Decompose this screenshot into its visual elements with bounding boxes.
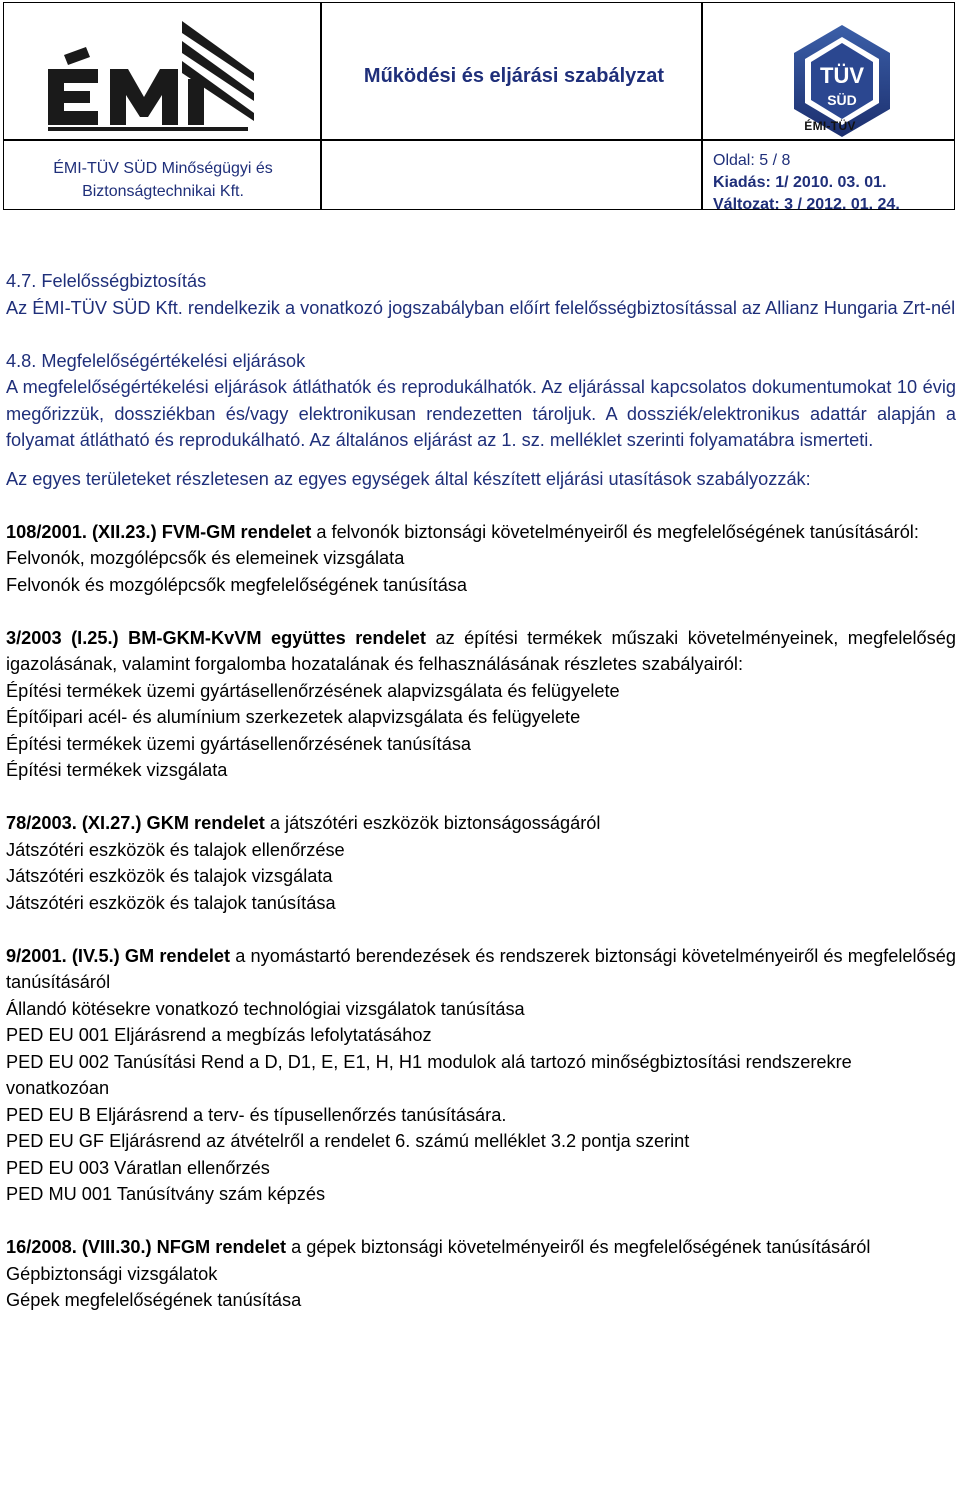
- list-item: Játszótéri eszközök és talajok vizsgálata: [6, 866, 333, 886]
- regulation-ref: 108/2001. (XII.23.): [6, 521, 157, 542]
- list-item: Építési termékek vizsgálata: [6, 760, 228, 780]
- regulation-title: [6, 625, 956, 678]
- list-item: Játszótéri eszközök és talajok tanúsítása: [6, 892, 336, 913]
- list-item: PED EU B Eljárásrend a terv- és típusellenőrzés tanúsítására.: [6, 1104, 507, 1125]
- company-name: [4, 157, 322, 203]
- regulation-type: NFGM rendelet: [156, 1237, 287, 1257]
- list-item: PED EU 002 Tanúsítási Rend a D, D1, E, E1, H, H1 modulok alá tartozó minőségbiztosítási rendszerekre vonatkozóan: [6, 1051, 852, 1098]
- company-name-line: Biztonságtechnikai Kft.: [82, 183, 244, 200]
- svg-text:SÜD: SÜD: [827, 92, 857, 108]
- regulation-title: [6, 1234, 956, 1261]
- header-divider: [4, 139, 954, 141]
- section-heading: 4.8. Megfelelőségértékelési eljárások: [6, 350, 306, 371]
- section-paragraph: Az egyes területeket részletesen az egyes egységek által készített eljárási utasítások szabályozzák:: [6, 468, 811, 489]
- regulation-subject: az építési termékek műszaki követelményeinek, megfelelőség igazolásának, valamint forgalomba hozatalának és felhasználásának részletes szabályairól:: [6, 627, 956, 674]
- section-paragraph: A megfelelőségértékelési eljárások átláthatók és reprodukálhatók. Az eljárással kapcsolatos dokumentumokat 10 évig megőrizzük, dossziékban és/vagy elektronikusan rendezetten tároljuk. A dossziék/elektronikus adattár alapján a folyamat átlátható és reprodukálható. Az általános eljárást az 1. sz. melléklet szerinti folyamatábra ismerteti.: [6, 377, 956, 450]
- regulation-subject: a játszótéri eszközök biztonságosságáról: [269, 813, 601, 833]
- regulation-ref: 9/2001. (IV.5.): [6, 945, 120, 966]
- document-meta: [713, 150, 900, 216]
- issue-date: Kiadás: 1/ 2010. 03. 01.: [713, 174, 887, 191]
- list-item: Építési termékek üzemi gyártásellenőrzésének tanúsítása: [6, 733, 472, 754]
- regulation-title: [6, 810, 956, 837]
- company-name-line: ÉMI-TÜV SÜD Minőségügyi és: [53, 160, 273, 177]
- list-item: PED EU 001 Eljárásrend a megbízás lefolytatásához: [6, 1025, 432, 1045]
- regulation-subject: a nyomástartó berendezések és rendszerek biztonsági követelményeiről és megfelelőség tanúsításáról: [6, 945, 956, 992]
- section-heading: 4.7. Felelősségbiztosítás: [6, 271, 207, 291]
- regulation-subject: a felvonók biztonsági követelményeiről és megfelelőségének tanúsításáról:: [316, 521, 919, 542]
- regulation-block: [6, 519, 956, 599]
- list-item: Gépek megfelelőségének tanúsítása: [6, 1290, 302, 1310]
- regulation-block: [6, 1234, 956, 1314]
- regulation-block: [6, 625, 956, 784]
- regulation-type: GKM rendelet: [146, 813, 265, 833]
- list-item: PED MU 001 Tanúsítvány szám képzés: [6, 1184, 326, 1204]
- list-item: Felvonók, mozgólépcsők és elemeinek vizsgálata: [6, 548, 405, 568]
- regulation-block: [6, 810, 956, 916]
- page-number: Oldal: 5 / 8: [713, 152, 791, 169]
- list-item: Felvonók és mozgólépcsők megfelelőségének tanúsítása: [6, 574, 468, 595]
- list-item: Állandó kötésekre vonatkozó technológiai vizsgálatok tanúsítása: [6, 998, 525, 1019]
- list-item: PED EU 003 Váratlan ellenőrzés: [6, 1157, 270, 1178]
- regulation-title: [6, 943, 956, 996]
- emi-logo: [34, 19, 284, 135]
- svg-text:TÜV: TÜV: [820, 63, 864, 88]
- regulation-type: GM rendelet: [124, 945, 231, 966]
- header-divider: [701, 3, 703, 209]
- version: Változat: 3 / 2012. 01. 24.: [713, 196, 900, 213]
- regulation-ref: 16/2008. (VIII.30.): [6, 1237, 152, 1257]
- document-title: Működési és eljárási szabályzat: [363, 65, 665, 87]
- list-item: Építőipari acél- és alumínium szerkezetek alapvizsgálata és felügyelete: [6, 707, 581, 727]
- document-body: [6, 268, 956, 1314]
- document-header: [3, 2, 955, 213]
- list-item: Játszótéri eszközök és talajok ellenőrzése: [6, 839, 345, 860]
- section-paragraph: Az ÉMI-TÜV SÜD Kft. rendelkezik a vonatkozó jogszabályban előírt felelősségbiztosítással az Allianz Hungaria Zrt-nél: [6, 297, 956, 318]
- regulation-title: [6, 519, 956, 546]
- regulation-type: BM-GKM-KvVM együttes rendelet: [128, 627, 426, 648]
- list-item: Gépbiztonsági vizsgálatok: [6, 1263, 218, 1284]
- list-item: PED EU GF Eljárásrend az átvételről a rendelet 6. számú melléklet 3.2 pontja szerint: [6, 1131, 690, 1151]
- regulation-ref: 3/2003 (I.25.): [6, 627, 119, 648]
- regulation-block: [6, 943, 956, 1208]
- list-item: Építési termékek üzemi gyártásellenőrzésének alapvizsgálata és felügyelete: [6, 680, 620, 701]
- regulation-ref: 78/2003. (XI.27.): [6, 813, 142, 833]
- tuv-caption: ÉMI-TÜV: [804, 119, 856, 133]
- regulation-subject: a gépek biztonsági követelményeiről és megfelelőségének tanúsításáról: [291, 1237, 871, 1257]
- regulation-type: FVM-GM rendelet: [161, 521, 312, 542]
